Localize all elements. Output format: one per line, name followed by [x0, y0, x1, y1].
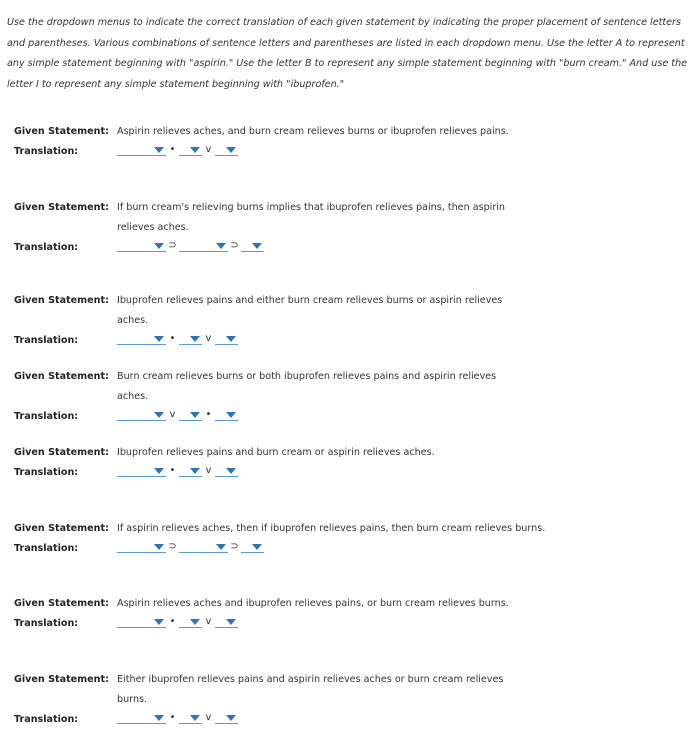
chevron-down-icon: [190, 715, 200, 721]
given-statement-label: Given Statement:: [14, 674, 109, 685]
operator-symbol: ⊃: [168, 240, 177, 251]
question-4: [14, 367, 684, 427]
given-statement-text: If burn cream's relieving burns implies that ibuprofen relieves pains, then aspirin relieves aches.: [117, 202, 506, 233]
operator-symbol: •: [169, 333, 176, 344]
translation-dropdown-2[interactable]: [179, 616, 202, 628]
operator-symbol: v: [205, 616, 212, 627]
translation-dropdown-2[interactable]: [179, 541, 228, 553]
translation-dropdown-2[interactable]: [179, 240, 228, 252]
chevron-down-icon: [154, 715, 164, 721]
chevron-down-icon: [216, 544, 226, 550]
given-statement-text: Ibuprofen relieves pains and burn cream or aspirin relieves aches.: [117, 447, 435, 458]
translation-dropdown-1[interactable]: [117, 465, 166, 477]
translation-dropdown-2[interactable]: [179, 465, 202, 477]
translation-controls: [117, 539, 264, 553]
given-statement-label: Given Statement:: [14, 598, 109, 609]
operator-symbol: v: [205, 465, 212, 476]
given-statement-text: If aspirin relieves aches, then if ibuprofen relieves pains, then burn cream relieves burns.: [117, 523, 546, 534]
operator-symbol: v: [205, 333, 212, 344]
operator-symbol: v: [205, 144, 212, 155]
question-1: [14, 122, 684, 162]
chevron-down-icon: [154, 336, 164, 342]
question-5: [14, 443, 684, 483]
chevron-down-icon: [154, 147, 164, 153]
given-statement-label: Given Statement:: [14, 371, 109, 382]
translation-dropdown-2[interactable]: [179, 333, 202, 345]
translation-controls: [117, 710, 238, 724]
operator-symbol: v: [169, 409, 176, 420]
question-6: [14, 519, 684, 559]
chevron-down-icon: [226, 147, 236, 153]
translation-controls: [117, 331, 238, 345]
instructions-text: Use the dropdown menus to indicate the correct translation of each given statement by indicating the proper placement of sentence letters and parentheses. Various combinations of sentence letters and parentheses are listed in each dropdown menu. Use the letter A to represent any simple statement beginning with "aspirin." Use the letter B to represent any simple statement beginning with "burn cream." And use the letter I to represent any simple statement beginning with "ibuprofen.": [7, 17, 688, 90]
chevron-down-icon: [190, 412, 200, 418]
operator-symbol: •: [169, 144, 176, 155]
translation-label: Translation:: [14, 146, 79, 157]
translation-dropdown-3[interactable]: [215, 616, 238, 628]
chevron-down-icon: [226, 619, 236, 625]
operator-symbol: v: [205, 712, 212, 723]
given-statement-label: Given Statement:: [14, 202, 109, 213]
operator-symbol: ⊃: [230, 541, 239, 552]
question-8: [14, 670, 684, 730]
given-statement-label: Given Statement:: [14, 126, 109, 137]
translation-dropdown-3[interactable]: [215, 465, 238, 477]
translation-dropdown-3[interactable]: [215, 712, 238, 724]
question-2: [14, 198, 684, 258]
chevron-down-icon: [226, 336, 236, 342]
given-statement-text: Ibuprofen relieves pains and either burn cream relieves burns or aspirin relieves aches.: [117, 295, 503, 326]
operator-symbol: •: [205, 409, 212, 420]
operator-symbol: •: [169, 465, 176, 476]
translation-dropdown-1[interactable]: [117, 409, 166, 421]
translation-dropdown-1[interactable]: [117, 616, 166, 628]
chevron-down-icon: [226, 468, 236, 474]
given-statement-text: Aspirin relieves aches, and burn cream relieves burns or ibuprofen relieves pains.: [117, 126, 509, 137]
chevron-down-icon: [216, 243, 226, 249]
given-statement-label: Given Statement:: [14, 447, 109, 458]
translation-controls: [117, 407, 238, 421]
given-statement-text: Either ibuprofen relieves pains and aspirin relieves aches or burn cream relieves burns.: [117, 674, 504, 705]
chevron-down-icon: [190, 468, 200, 474]
translation-controls: [117, 238, 264, 252]
chevron-down-icon: [190, 336, 200, 342]
operator-symbol: ⊃: [168, 541, 177, 552]
translation-dropdown-3[interactable]: [241, 541, 264, 553]
chevron-down-icon: [190, 619, 200, 625]
translation-label: Translation:: [14, 543, 79, 554]
chevron-down-icon: [226, 412, 236, 418]
chevron-down-icon: [190, 147, 200, 153]
translation-controls: [117, 142, 238, 156]
operator-symbol: •: [169, 712, 176, 723]
translation-dropdown-1[interactable]: [117, 144, 166, 156]
translation-label: Translation:: [14, 714, 79, 725]
translation-label: Translation:: [14, 618, 79, 629]
translation-dropdown-3[interactable]: [215, 409, 238, 421]
chevron-down-icon: [252, 544, 262, 550]
translation-dropdown-3[interactable]: [215, 144, 238, 156]
translation-dropdown-3[interactable]: [241, 240, 264, 252]
translation-dropdown-2[interactable]: [179, 144, 202, 156]
question-7: [14, 594, 684, 634]
translation-dropdown-1[interactable]: [117, 541, 166, 553]
translation-dropdown-1[interactable]: [117, 712, 166, 724]
translation-label: Translation:: [14, 467, 79, 478]
translation-controls: [117, 463, 238, 477]
chevron-down-icon: [154, 412, 164, 418]
operator-symbol: ⊃: [230, 240, 239, 251]
given-statement-label: Given Statement:: [14, 523, 109, 534]
translation-label: Translation:: [14, 242, 79, 253]
translation-label: Translation:: [14, 335, 79, 346]
translation-label: Translation:: [14, 411, 79, 422]
translation-dropdown-1[interactable]: [117, 333, 166, 345]
translation-dropdown-1[interactable]: [117, 240, 166, 252]
chevron-down-icon: [154, 468, 164, 474]
chevron-down-icon: [154, 544, 164, 550]
chevron-down-icon: [154, 243, 164, 249]
given-statement-text: Burn cream relieves burns or both ibuprofen relieves pains and aspirin relieves aches.: [117, 371, 497, 402]
translation-dropdown-2[interactable]: [179, 409, 202, 421]
chevron-down-icon: [226, 715, 236, 721]
chevron-down-icon: [154, 619, 164, 625]
given-statement-label: Given Statement:: [14, 295, 109, 306]
question-3: [14, 291, 684, 351]
chevron-down-icon: [252, 243, 262, 249]
given-statement-text: Aspirin relieves aches and ibuprofen relieves pains, or burn cream relieves burns.: [117, 598, 509, 609]
translation-controls: [117, 614, 238, 628]
translation-dropdown-2[interactable]: [179, 712, 202, 724]
translation-dropdown-3[interactable]: [215, 333, 238, 345]
operator-symbol: •: [169, 616, 176, 627]
